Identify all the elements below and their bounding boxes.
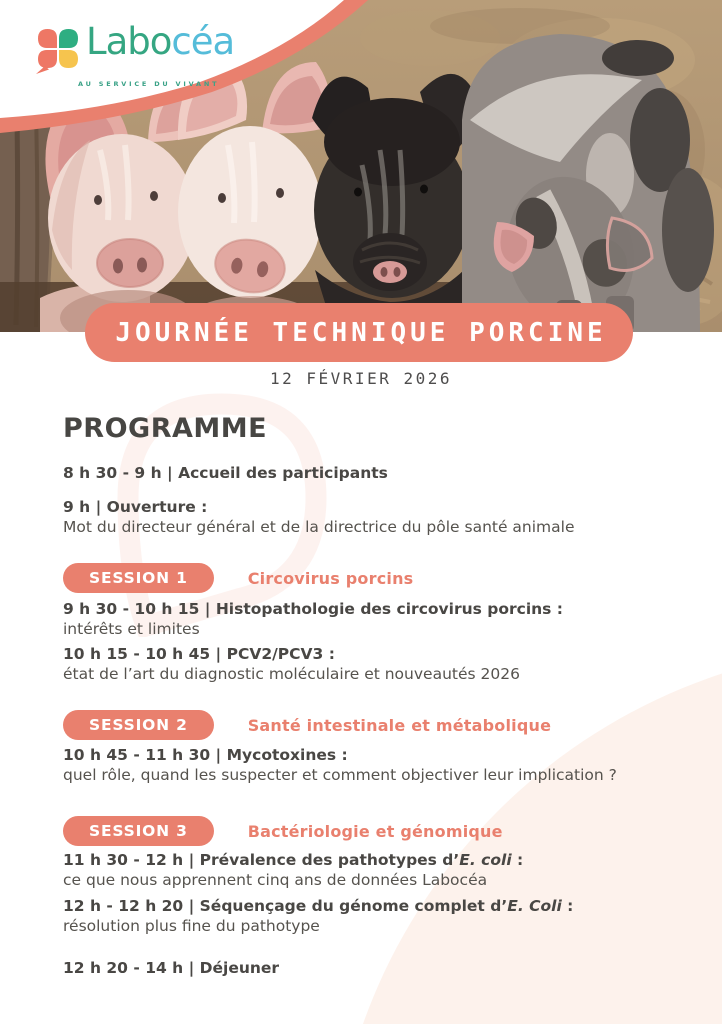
logo-text-secondary: céa [171,20,235,63]
event-time-title: 12 h - 12 h 20 | Séquençage du génome complet d’E. Coli : [63,897,574,915]
session-3-row [63,816,503,846]
event-sequencage-ecoli [63,897,688,936]
event-description: intérêts et limites [63,619,200,638]
event-dejeuner [63,959,688,979]
session-1-row [63,563,413,593]
session-1-badge: SESSION 1 [63,563,214,593]
session-1-title: Circovirus porcins [247,568,414,588]
event-title-banner: JOURNÉE TECHNIQUE PORCINE [85,303,633,362]
session-2-badge: SESSION 2 [63,710,214,740]
event-time-title: 9 h 30 - 10 h 15 | Histopathologie des circovirus porcins : [63,600,563,618]
event-time-title: 12 h 20 - 14 h | Déjeuner [63,959,280,977]
event-description: quel rôle, quand les suspecter et comment objectiver leur implication ? [63,765,617,784]
logo-text-primary: Labo [86,20,172,63]
event-accueil [63,464,688,484]
event-time-title: 8 h 30 - 9 h | Accueil des participants [63,464,388,482]
event-prevalence-ecoli [63,851,688,890]
event-description: état de l’art du diagnostic moléculaire et nouveautés 2026 [63,664,520,683]
logo-wordmark [86,22,234,62]
session-3-title: Bactériologie et génomique [247,821,503,841]
event-mycotoxines [63,746,688,785]
event-description: ce que nous apprennent cinq ans de données Labocéa [63,870,488,889]
labocea-clover-icon [36,27,80,75]
event-pcv2-pcv3 [63,645,688,684]
event-description: résolution plus fine du pathotype [63,916,320,935]
pig-black-third [312,74,478,332]
event-time-title: 10 h 45 - 11 h 30 | Mycotoxines : [63,746,348,764]
event-date: 12 FÉVRIER 2026 [270,369,452,388]
logo-tagline: AU SERVICE DU VIVANT [78,80,220,88]
event-ouverture [63,498,688,537]
labocea-logo [36,22,276,88]
session-3-badge: SESSION 3 [63,816,214,846]
event-histopathologie [63,600,688,639]
event-description: Mot du directeur général et de la directrice du pôle santé animale [63,517,575,536]
session-2-row [63,710,551,740]
session-2-title: Santé intestinale et métabolique [247,715,552,735]
event-time-title: 10 h 15 - 10 h 45 | PCV2/PCV3 : [63,645,335,663]
programme-heading: PROGRAMME [63,413,268,444]
event-time-title: 11 h 30 - 12 h | Prévalence des pathotypes d’E. coli : [63,851,524,869]
event-time-title: 9 h | Ouverture : [63,498,208,516]
